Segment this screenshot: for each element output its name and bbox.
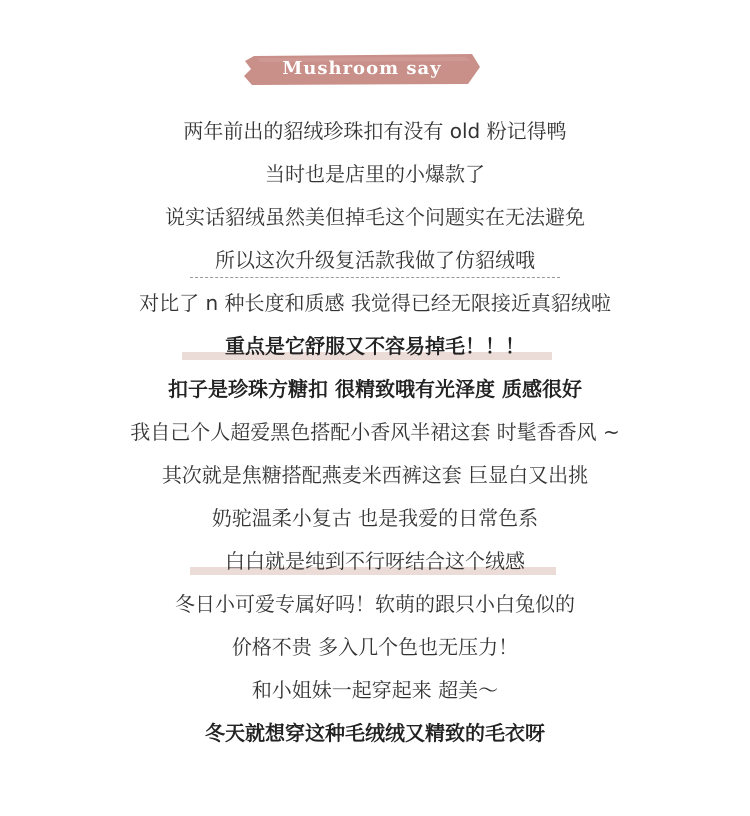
text-line-8: 我自己个人超爱黑色搭配小香风半裙这套 时髦香香风 ~ [130,420,620,444]
text-line-10: 奶驼温柔小复古 也是我爱的日常色系 [211,506,539,530]
text-line-5: 对比了 n 种长度和质感 我觉得已经无限接近真貂绒啦 [139,291,611,315]
page-title: Mushroom say [282,58,442,79]
dashed-underline [190,277,560,278]
text-line-12: 冬日小可爱专属好吗！软萌的跟只小白兔似的 [175,592,575,616]
text-line-1: 两年前出的貂绒珍珠扣有没有 old 粉记得鸭 [183,119,567,143]
text-line-4: 所以这次升级复活款我做了仿貂绒哦 [215,248,535,272]
text-line-11: 白白就是纯到不行呀结合这个绒感 [225,549,525,573]
text-line-14: 和小姐妹一起穿起来 超美～ [251,678,499,702]
title-banner [244,52,480,86]
text-line-3: 说实话貂绒虽然美但掉毛这个问题实在无法避免 [165,205,585,229]
text-line-2: 当时也是店里的小爆款了 [265,162,485,186]
text-line-9: 其次就是焦糖搭配燕麦米西裤这套 巨显白又出挑 [161,463,589,487]
text-line-15: 冬天就想穿这种毛绒绒又精致的毛衣呀 [205,721,545,745]
text-line-13: 价格不贵 多入几个色也无压力！ [231,635,519,659]
text-line-7: 扣子是珍珠方糖扣 很精致哦有光泽度 质感很好 [168,377,582,401]
text-line-6: 重点是它舒服又不容易掉毛！！！ [225,334,525,358]
